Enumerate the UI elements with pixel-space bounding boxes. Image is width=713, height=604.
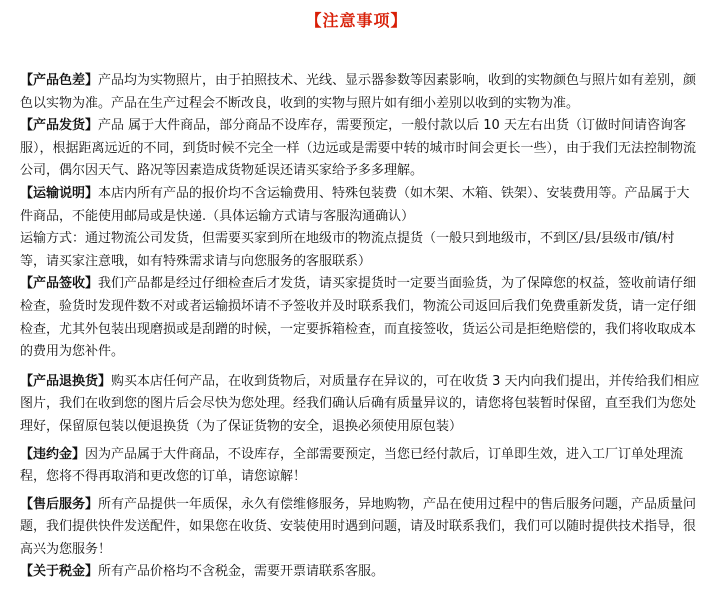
section-color-difference	[20, 70, 700, 115]
section-transport-method	[20, 228, 700, 273]
section-text: 所有产品价格均不含税金，需要开票请联系客服。	[98, 564, 385, 580]
section-shipping	[20, 115, 700, 183]
section-label: 【产品签收】	[20, 276, 99, 292]
section-label: 【产品退换货】	[20, 373, 112, 389]
section-text: 产品均为实物照片，由于拍照技术、光线、显示器参数等因素影响，收到的实物颜色与照片如有差别，颜色以实物为准。产品在生产过程会不断改良，收到的实物与照片如有细小差别以收到的实物为准。	[20, 73, 697, 111]
section-text: 我们产品都是经过仔细检查后才发货，请买家提货时一定要当面验货，为了保障您的权益，签收前请仔细检查，验货时发现件数不对或者运输损坏请不予签收并及时联系我们，物流公司返回后我们免费重新发货，请一定仔细检查，尤其外包装出现磨损或是刮蹭的时候，一定要拆箱检查，而直接签收，货运公司是拒绝赔偿的，我们将收取成本的费用为您补件。	[20, 276, 697, 360]
section-text: 产品 属于大件商品，部分商品不设库存，需要预定，一般付款以后 10 天左右出货（订做时间请咨询客服），根据距离远近的不同，到货时候不完全一样（边远或是需要中转的城市时间会更长一些），由于我们无法控制物流公司，偶尔因天气、路况等因素造成货物延误还请买家给予多多理解。	[20, 118, 697, 179]
section-label: 【售后服务】	[20, 496, 99, 512]
section-after-sales	[20, 494, 700, 562]
section-tax	[20, 561, 700, 584]
section-text: 本店内所有产品的报价均不含运输费用、特殊包装费（如木架、木箱、铁架）、安装费用等。产品属于大件商品，不能使用邮局或是快递.（具体运输方式请与客服沟通确认）	[20, 185, 690, 224]
page-title: 【注意事项】	[305, 11, 408, 30]
section-text: 运输方式：通过物流公司发货，但需要买家到所在地级市的物流点提货（一般只到地级市，不到区/县/县级市/镇/村等，请买家注意哦，如有特殊需求请与向您服务的客服联系）	[20, 231, 675, 269]
section-label: 【违约金】	[20, 446, 86, 462]
section-label: 【产品色差】	[20, 73, 99, 88]
section-penalty	[20, 444, 700, 489]
section-label: 【运输说明】	[20, 185, 99, 201]
notice-content	[20, 70, 700, 584]
section-text: 因为产品属于大件商品，不设库存，全部需要预定，当您已经付款后，订单即生效，进入工厂订单处理流程，您将不得再取消和更改您的订单，请您谅解！	[20, 446, 684, 485]
section-text: 购买本店任何产品，在收到货物后，对质量存在异议的，可在收货 3 天内向我们提出，并传给我们相应图片，我们在收到您的图片后会尽快为您处理。经我们确认后确有质量异议的，请您将包装暂时保留，直至我们为您处理好，保留原包装以便退换货（为了保证货物的安全，退换必须使用原包装）	[20, 373, 700, 434]
section-text: 所有产品提供一年质保，永久有偿维修服务，异地购物，产品在使用过程中的售后服务问题，产品质量问题，我们提供快件发送配件，如果您在收货、安装使用时遇到问题，请及时联系我们，我们可以随时提供技术指导，很高兴为您服务！	[20, 496, 697, 557]
section-label: 【产品发货】	[20, 118, 99, 134]
section-receipt	[20, 273, 700, 363]
section-returns	[20, 371, 700, 439]
section-label: 【关于税金】	[20, 564, 99, 580]
section-transport	[20, 183, 700, 228]
